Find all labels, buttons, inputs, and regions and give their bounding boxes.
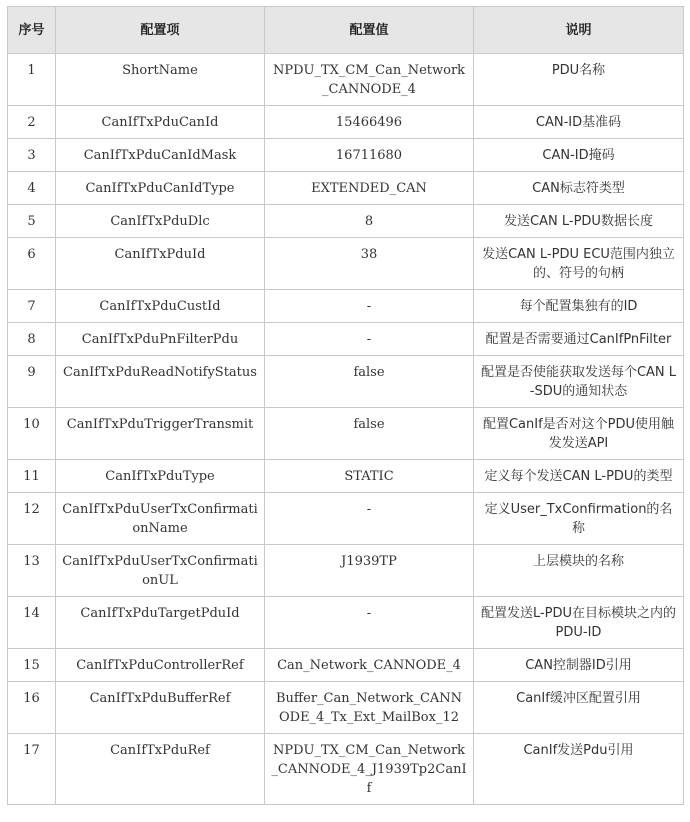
cell-config-item: CanIfTxPduCanIdType xyxy=(56,172,265,205)
cell-index: 4 xyxy=(8,172,56,205)
cell-index: 8 xyxy=(8,323,56,356)
cell-config-value: 38 xyxy=(265,238,474,290)
cell-config-item: CanIfTxPduUserTxConfirmationUL xyxy=(56,545,265,597)
cell-config-item: CanIfTxPduControllerRef xyxy=(56,649,265,682)
header-config-item: 配置项 xyxy=(56,7,265,54)
table-row xyxy=(8,356,684,408)
cell-index: 16 xyxy=(8,682,56,734)
cell-config-value: - xyxy=(265,597,474,649)
cell-config-value: 15466496 xyxy=(265,106,474,139)
cell-index: 15 xyxy=(8,649,56,682)
table-body xyxy=(8,54,684,805)
cell-config-item: ShortName xyxy=(56,54,265,106)
cell-config-item: CanIfTxPduPnFilterPdu xyxy=(56,323,265,356)
header-index: 序号 xyxy=(8,7,56,54)
cell-config-item: CanIfTxPduBufferRef xyxy=(56,682,265,734)
cell-index: 14 xyxy=(8,597,56,649)
cell-config-value: Can_Network_CANNODE_4 xyxy=(265,649,474,682)
table-row xyxy=(8,460,684,493)
cell-config-item: CanIfTxPduTriggerTransmit xyxy=(56,408,265,460)
cell-description: 配置是否需要通过CanIfPnFilter xyxy=(474,323,684,356)
cell-index: 17 xyxy=(8,734,56,805)
table-row xyxy=(8,238,684,290)
table-row xyxy=(8,54,684,106)
cell-index: 6 xyxy=(8,238,56,290)
table-row xyxy=(8,290,684,323)
config-table xyxy=(7,6,684,805)
cell-description: PDU名称 xyxy=(474,54,684,106)
cell-config-value: EXTENDED_CAN xyxy=(265,172,474,205)
table-header-row xyxy=(8,7,684,54)
cell-description: CanIf发送Pdu引用 xyxy=(474,734,684,805)
cell-index: 7 xyxy=(8,290,56,323)
cell-config-value: - xyxy=(265,493,474,545)
cell-index: 9 xyxy=(8,356,56,408)
table-row xyxy=(8,106,684,139)
table-row xyxy=(8,597,684,649)
cell-index: 10 xyxy=(8,408,56,460)
cell-index: 2 xyxy=(8,106,56,139)
cell-description: 上层模块的名称 xyxy=(474,545,684,597)
cell-config-item: CanIfTxPduReadNotifyStatus xyxy=(56,356,265,408)
cell-index: 13 xyxy=(8,545,56,597)
cell-index: 1 xyxy=(8,54,56,106)
cell-config-item: CanIfTxPduRef xyxy=(56,734,265,805)
cell-description: 定义每个发送CAN L-PDU的类型 xyxy=(474,460,684,493)
cell-config-value: NPDU_TX_CM_Can_Network_CANNODE_4 xyxy=(265,54,474,106)
cell-config-item: CanIfTxPduUserTxConfirmationName xyxy=(56,493,265,545)
cell-description: 定义User_TxConfirmation的名称 xyxy=(474,493,684,545)
cell-config-item: CanIfTxPduType xyxy=(56,460,265,493)
table-row xyxy=(8,649,684,682)
cell-description: 配置是否使能获取发送每个CAN L-SDU的通知状态 xyxy=(474,356,684,408)
cell-config-value: false xyxy=(265,356,474,408)
cell-config-item: CanIfTxPduDlc xyxy=(56,205,265,238)
table-row xyxy=(8,139,684,172)
table-row xyxy=(8,734,684,805)
cell-description: 每个配置集独有的ID xyxy=(474,290,684,323)
table-row xyxy=(8,172,684,205)
cell-config-value: STATIC xyxy=(265,460,474,493)
cell-description: CAN标志符类型 xyxy=(474,172,684,205)
cell-config-value: - xyxy=(265,323,474,356)
cell-config-value: J1939TP xyxy=(265,545,474,597)
cell-config-item: CanIfTxPduCanIdMask xyxy=(56,139,265,172)
table-row xyxy=(8,408,684,460)
cell-config-item: CanIfTxPduCustId xyxy=(56,290,265,323)
table-row xyxy=(8,323,684,356)
cell-index: 5 xyxy=(8,205,56,238)
table-row xyxy=(8,493,684,545)
header-description: 说明 xyxy=(474,7,684,54)
cell-description: CAN-ID基准码 xyxy=(474,106,684,139)
cell-config-item: CanIfTxPduCanId xyxy=(56,106,265,139)
cell-config-item: CanIfTxPduTargetPduId xyxy=(56,597,265,649)
cell-config-value: NPDU_TX_CM_Can_Network_CANNODE_4_J1939Tp2CanIf xyxy=(265,734,474,805)
cell-index: 12 xyxy=(8,493,56,545)
cell-config-value: Buffer_Can_Network_CANNODE_4_Tx_Ext_MailBox_12 xyxy=(265,682,474,734)
cell-config-value: false xyxy=(265,408,474,460)
cell-config-value: 8 xyxy=(265,205,474,238)
cell-config-value: - xyxy=(265,290,474,323)
cell-description: 配置CanIf是否对这个PDU使用触发发送API xyxy=(474,408,684,460)
cell-description: CanIf缓冲区配置引用 xyxy=(474,682,684,734)
cell-description: 发送CAN L-PDU数据长度 xyxy=(474,205,684,238)
table-row xyxy=(8,545,684,597)
header-config-value: 配置值 xyxy=(265,7,474,54)
cell-index: 3 xyxy=(8,139,56,172)
cell-config-value: 16711680 xyxy=(265,139,474,172)
cell-index: 11 xyxy=(8,460,56,493)
cell-description: 发送CAN L-PDU ECU范围内独立的、符号的句柄 xyxy=(474,238,684,290)
table-row xyxy=(8,682,684,734)
cell-description: 配置发送L-PDU在目标模块之内的PDU-ID xyxy=(474,597,684,649)
cell-description: CAN控制器ID引用 xyxy=(474,649,684,682)
table-row xyxy=(8,205,684,238)
cell-description: CAN-ID掩码 xyxy=(474,139,684,172)
cell-config-item: CanIfTxPduId xyxy=(56,238,265,290)
